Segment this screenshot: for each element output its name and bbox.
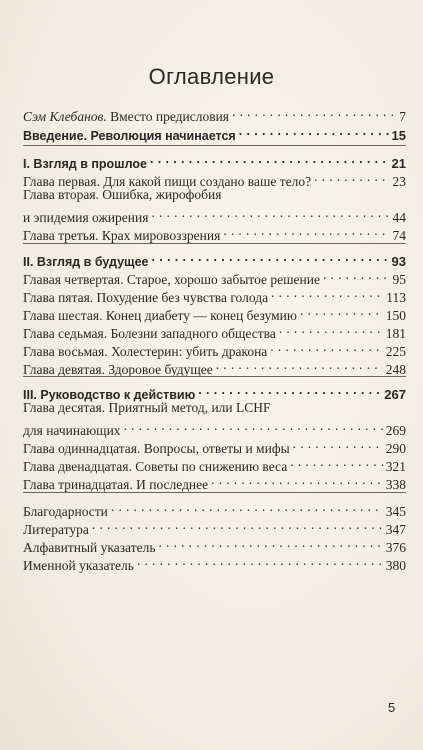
toc-page-number: 113	[386, 290, 406, 305]
leader-dots	[150, 150, 389, 168]
toc-entry-introduction	[23, 122, 406, 143]
toc-page-number: 290	[385, 441, 406, 456]
leader-dots	[211, 471, 383, 489]
section-divider	[23, 376, 406, 377]
toc-entry-title: II. Взгляд в будущее	[23, 255, 149, 269]
toc-page-number: 345	[385, 504, 406, 519]
toc-entry-title: и эпидемия ожирения	[23, 210, 149, 225]
toc-page-number: 376	[385, 540, 406, 555]
toc-entry-title: III. Руководство к действию	[23, 388, 196, 402]
leader-dots	[270, 338, 382, 356]
toc-entry-title: для начинающих	[23, 423, 121, 438]
toc-page-number: 338	[385, 477, 406, 492]
toc-entry-title: Глава одиннадцатая. Вопросы, ответы и мифы	[23, 441, 290, 456]
toc-entry-title: Глава третья. Крах мировоззрения	[23, 228, 221, 243]
toc-page-number: 21	[391, 156, 406, 171]
leader-dots	[271, 284, 383, 302]
toc-entry-acknowledgements	[23, 498, 406, 519]
toc-entry-title: I. Взгляд в прошлое	[23, 157, 147, 171]
toc-page-number: 347	[385, 522, 406, 537]
toc-entry-subject-index	[23, 534, 406, 555]
leader-dots	[314, 168, 389, 186]
toc-entry-intro	[23, 103, 406, 124]
toc-page-number: 95	[392, 272, 406, 287]
toc-page-number: 181	[385, 326, 406, 341]
toc-entry-title: Глава десятая. Приятный метод, или LCHF	[23, 400, 271, 415]
section-divider	[23, 492, 406, 493]
leader-dots	[198, 381, 381, 399]
toc-entry-title: Глава вторая. Ошибка, жирофобия	[23, 187, 222, 202]
intro-author: Сэм Клебанов.	[23, 109, 107, 124]
toc-entry-title: Глава первая. Для какой пищи создано ваше тело?	[23, 174, 312, 189]
leader-dots	[290, 453, 383, 471]
leader-dots	[151, 204, 389, 222]
toc-entry-title: Введение. Революция начинается	[23, 129, 236, 143]
leader-dots	[323, 266, 390, 284]
toc-page-number: 269	[385, 423, 406, 438]
leader-dots	[137, 552, 383, 570]
page-number: 5	[388, 700, 396, 715]
section-divider	[23, 145, 406, 146]
toc-section-part-3	[23, 381, 406, 402]
toc-page-number: 248	[385, 362, 406, 377]
toc-page-number: 93	[391, 254, 406, 269]
toc-entry	[23, 471, 406, 492]
toc-entry	[23, 266, 406, 287]
toc-page-number: 321	[385, 459, 406, 474]
leader-dots	[232, 103, 396, 121]
toc-entry-title: Глава двенадцатая. Советы по снижению веса	[23, 459, 288, 474]
toc-section-part-1	[23, 150, 406, 171]
toc-entry-title: Глава девятая. Здоровое будущее	[23, 362, 213, 377]
leader-dots	[300, 302, 383, 320]
toc-entry-title: Именной указатель	[23, 558, 134, 573]
toc-entry-literature	[23, 516, 406, 537]
toc-page-number: 23	[392, 174, 406, 189]
leader-dots	[152, 248, 389, 266]
leader-dots	[111, 498, 383, 516]
leader-dots	[279, 320, 383, 338]
toc-entry	[23, 356, 406, 377]
leader-dots	[158, 534, 382, 552]
leader-dots	[216, 356, 383, 374]
toc-entry-title: Глава пятая. Похудение без чувства голода	[23, 290, 269, 305]
toc-entry-title: Главая четвертая. Старое, хорошо забытое решение	[23, 272, 320, 287]
toc-entry-title: Благодарности	[23, 504, 108, 519]
toc-page-number: 150	[385, 308, 406, 323]
toc-entry	[23, 222, 406, 243]
toc-page-number: 74	[392, 228, 406, 243]
toc-section-part-2	[23, 248, 406, 269]
toc-entry	[23, 302, 406, 323]
toc-page-number: 225	[385, 344, 406, 359]
intro-text: Вместо предисловия	[106, 109, 230, 124]
toc-entry	[23, 399, 406, 417]
toc-page-number: 15	[391, 128, 406, 143]
toc-page-number: 380	[385, 558, 406, 573]
toc-entry-continued	[23, 417, 406, 438]
toc-entry-title: Глава седьмая. Болезни западного общества	[23, 326, 276, 341]
toc-page-number: 267	[384, 387, 406, 402]
toc-entry-continued	[23, 204, 406, 225]
leader-dots	[124, 417, 383, 435]
leader-dots	[239, 122, 389, 140]
section-divider	[23, 243, 406, 244]
toc-entry-title: Глава тринадцатая. И последнее	[23, 477, 209, 492]
toc-entry-title: Глава шестая. Конец диабету — конец безумию	[23, 308, 297, 323]
leader-dots	[293, 435, 383, 453]
toc-entry	[23, 435, 406, 456]
toc-entry	[23, 338, 406, 359]
toc-page-number: 7	[399, 109, 406, 124]
toc-entry	[23, 453, 406, 474]
toc-entry	[23, 320, 406, 341]
toc-entry	[23, 186, 406, 204]
leader-dots	[92, 516, 383, 534]
toc-entry-title: Алфавитный указатель	[23, 540, 156, 555]
toc-entry	[23, 284, 406, 305]
toc-entry-title: Глава восьмая. Холестерин: убить дракона	[23, 344, 268, 359]
toc-page-number: 44	[392, 210, 406, 225]
toc-entry-title: Литература	[23, 522, 89, 537]
toc-entry	[23, 168, 406, 189]
page-title: Оглавление	[148, 64, 275, 89]
leader-dots	[223, 222, 389, 240]
toc-entry-name-index	[23, 552, 406, 573]
